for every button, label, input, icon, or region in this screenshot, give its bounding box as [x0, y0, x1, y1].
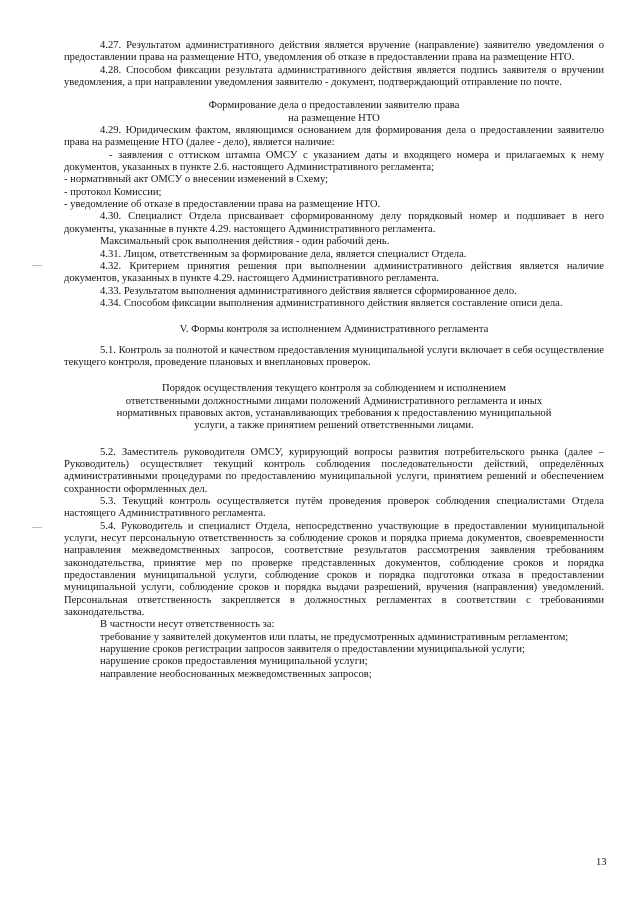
heading-current-control-line4: услуги, а также принятием решений ответственными лицами. [194, 420, 474, 432]
paragraph-4-34: 4.34. Способом фиксации выполнения административного действия является составление описи дела. [100, 297, 563, 309]
paragraph-4-28: 4.28. Способом фиксации результата административного действия является подпись заявителя о вручении уведомления, а при направлении уведомления заявителю - документ, подтверждающий отправление по почте. [64, 64, 604, 89]
page-number: 13 [596, 857, 607, 868]
paragraph-5-4: 5.4. Руководитель и специалист Отдела, непосредственно участвующие в предоставлении муниципальной услуги, несут персональную ответственность за соблюдение сроков и порядка приема документов, своевременности направления межведомственных запросов, соответствие результатов рассмотрения заявления требованиям законодательства, принятие мер по проверке представленных документов, соблюдение сроков и порядка предоставления муниципальной услуги, соблюдение сроков и порядка подготовки отказа в предоставлении муниципальной услуги, соблюдение сроков и порядка выдачи разрешений, вручения (направления) уведомлений. Персональная ответственность закрепляется в должностных регламентах в соответствии с требованиями законодательства. [64, 520, 604, 619]
list-item-application: - заявления с оттиском штампа ОМСУ с указанием даты и входящего номера и прилагаемых к нему документов, указанных в пункте 2.6. настоящего Административного регламента; [64, 149, 604, 174]
margin-mark [32, 527, 42, 528]
paragraph-4-27: 4.27. Результатом административного действия является вручение (направление) заявителю уведомления о предоставлении права на размещение НТО, уведомления об отказе в предоставлении права на размещение НТО. [64, 40, 604, 64]
responsibility-item-requests: направление необоснованных межведомственных запросов; [100, 668, 372, 680]
paragraph-5-3: 5.3. Текущий контроль осуществляется путём проведения проверок соблюдения специалистами Отдела настоящего Административного регламента. [64, 496, 604, 520]
heading-case-formation-line2: на размещение НТО [288, 112, 380, 124]
paragraph-5-2: 5.2. Заместитель руководителя ОМСУ, курирующий вопросы развития потребительского рынка (далее – Руководитель) осуществляет текущий контроль соблюдения последовательности действий, определённых административными процедурами по предоставлению муниципальной услуги, принятием решений и обеспечением сохранности оформленных дел. [64, 446, 604, 495]
paragraph-responsibility-intro: В частности несут ответственность за: [100, 619, 275, 631]
paragraph-4-33: 4.33. Результатом выполнения административного действия является сформированное дело. [100, 285, 517, 297]
responsibility-item-registration: нарушение сроков регистрации запросов заявителя о предоставлении муниципальной услуги; [100, 644, 526, 656]
heading-case-formation-line1: Формирование дела о предоставлении заявителю права [208, 100, 460, 112]
margin-mark [32, 265, 42, 266]
paragraph-max-term: Максимальный срок выполнения действия - один рабочий день. [100, 236, 390, 248]
heading-current-control-line1: Порядок осуществления текущего контроля за соблюдением и исполнением [161, 383, 507, 395]
paragraph-4-30: 4.30. Специалист Отдела присваивает сформированному делу порядковый номер и подшивает в него документы, указанные в пункте 4.29. настоящего Административного регламента. [64, 211, 604, 235]
heading-current-control-line2: ответственными должностными лицами положений Административного регламента и иных [125, 395, 543, 407]
paragraph-4-29: 4.29. Юридическим фактом, являющимся основанием для формирования дела о предоставлении заявителю права на размещение НТО (далее - дело), является наличие: [64, 125, 604, 149]
responsibility-item-documents: требование у заявителей документов или платы, не предусмотренных административным регламентом; [100, 631, 569, 643]
responsibility-item-service-terms: нарушение сроков предоставления муниципальной услуги; [100, 656, 368, 668]
paragraph-5-1: 5.1. Контроль за полнотой и качеством предоставления муниципальной услуги включает в себя осуществление текущего контроля, проведение плановых и внеплановых проверок. [64, 344, 604, 368]
heading-current-control-line3: нормативных правовых актов, устанавливающих требования к предоставлению муниципальной [116, 407, 552, 419]
document-body [64, 40, 604, 681]
list-item-refusal-notice: - уведомление об отказе в предоставлении права на размещение НТО. [64, 199, 381, 211]
list-item-normative-act: - нормативный акт ОМСУ о внесении изменений в Схему; [64, 174, 329, 186]
paragraph-4-31: 4.31. Лицом, ответственным за формирование дела, является специалист Отдела. [100, 248, 467, 260]
heading-section-v: V. Формы контроля за исполнением Административного регламента [179, 324, 489, 336]
paragraph-4-32: 4.32. Критерием принятия решения при выполнении административного действия является наличие документов, указанных в пункте 4.29. настоящего Административного регламента. [64, 260, 604, 285]
list-item-protocol: - протокол Комиссии; [64, 186, 162, 198]
